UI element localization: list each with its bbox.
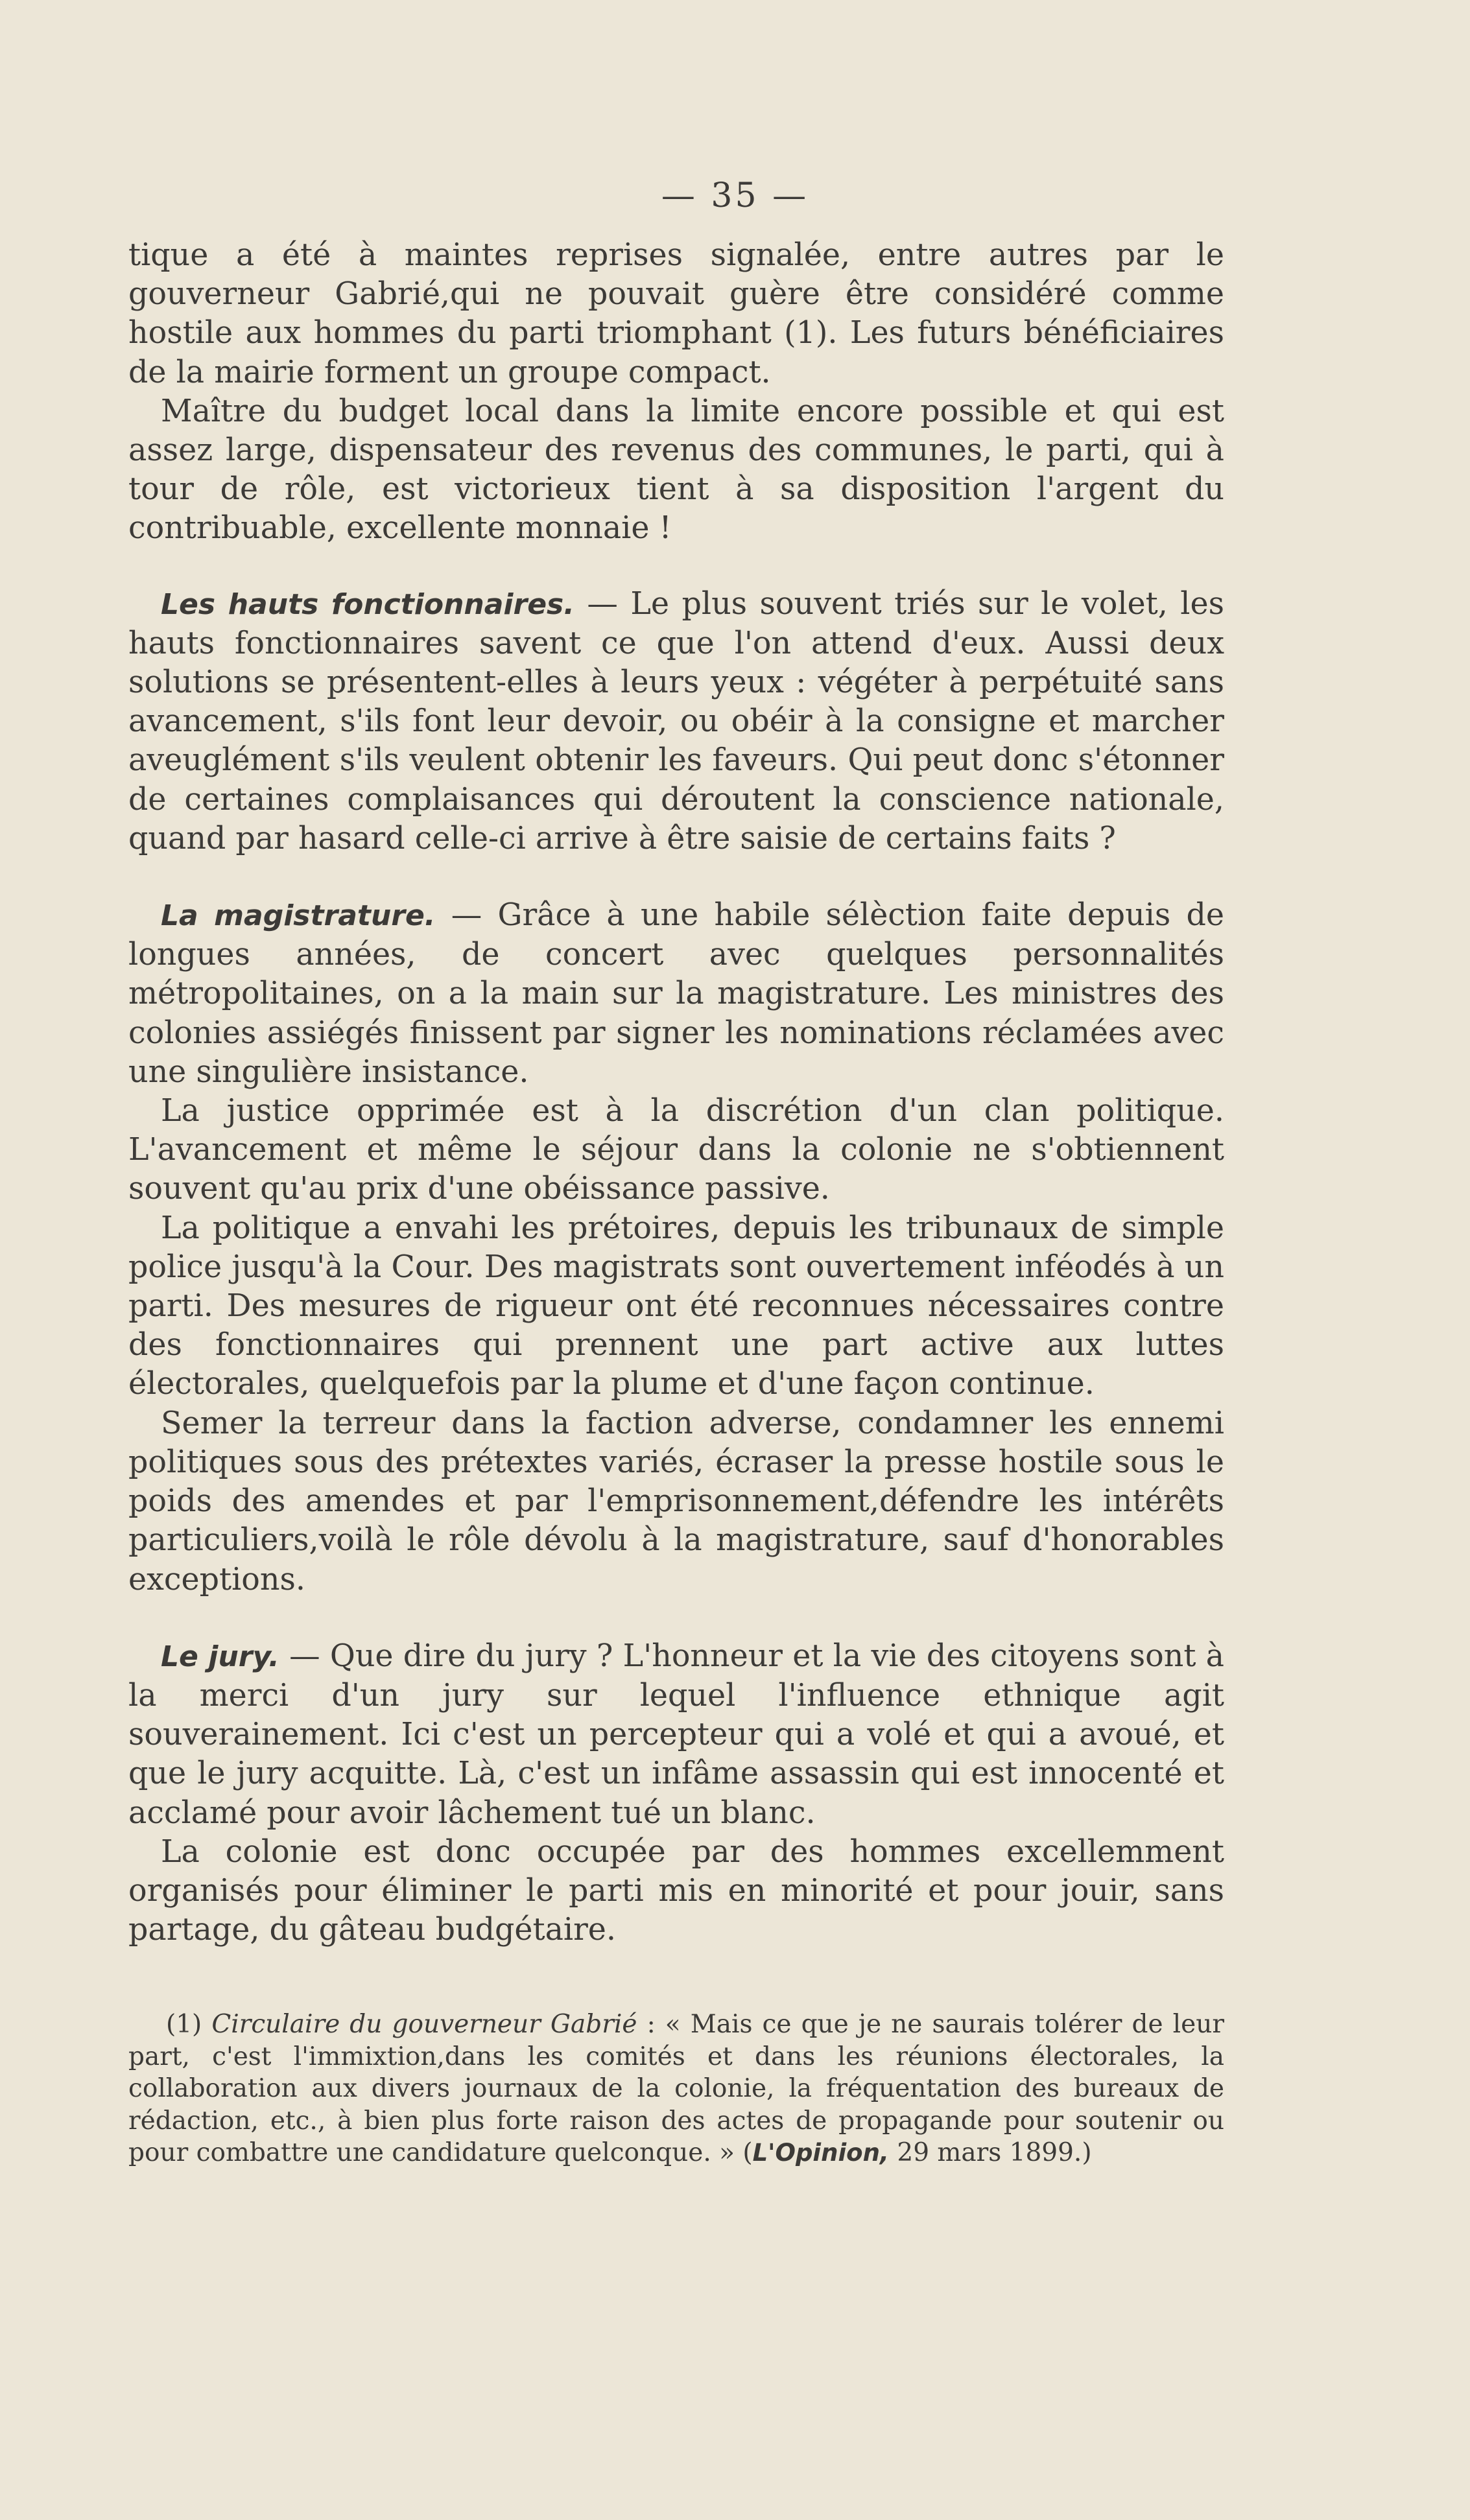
section-heading: Les hauts fonctionnaires.: [161, 587, 575, 621]
section-heading: La magistrature.: [161, 899, 436, 933]
paragraph: La politique a envahi les prétoires, depuis les tribunaux de simple police jusqu'à la Cour. Des magistrats sont ouvertement inféodés à un parti. Des mesures de rigueur ont été reconnues nécessaires contre des fonctionnaires qui prennent une part active aux luttes électorales, quelquefois par la plume et d'une façon continue.: [128, 1210, 1224, 1402]
footnote-journal: L'Opinion,: [752, 2139, 889, 2167]
section-text: — Grâce à une habile sélèction faite depuis de longues années, de concert avec quelques personnalités métropolitaines, on a la main sur la magistrature. Les ministres des colonies assiégés finissent par signer les nominations réclamées avec une singulière insistance.: [128, 897, 1224, 1090]
section-paragraph: [128, 1637, 1224, 1833]
section-paragraph: [128, 585, 1224, 858]
footnote: [128, 2008, 1224, 2169]
footnote-text: [128, 2008, 1224, 2169]
footnote-marker: (1): [166, 2010, 202, 2039]
paragraph: Maître du budget local dans la limite encore possible et qui est assez large, dispensateur des revenus des communes, le parti, qui à tour de rôle, est victorieux tient à sa disposition l'argent du contribuable, excellente monnaie !: [128, 393, 1224, 547]
section-paragraph: [128, 896, 1224, 1092]
paragraph: La colonie est donc occupée par des hommes excellemment organisés pour éliminer le parti mis en minorité et pour jouir, sans partage, du gâteau budgétaire.: [128, 1833, 1224, 1948]
footnote-date: 29 mars 1899.): [897, 2138, 1092, 2167]
body-text: [128, 236, 1224, 1949]
section-text: — Que dire du jury ? L'honneur et la vie des citoyens sont à la merci d'un jury sur lequel l'influence ethnique agit souverainement. Ici c'est un percepteur qui a volé et qui a avoué, et que le jury acquitte. Là, c'est un infâme assassin qui est innocenté et acclamé pour avoir lâchement tué un blanc.: [128, 1638, 1224, 1831]
paragraph: tique a été à maintes reprises signalée, entre autres par le gouverneur Gabrié,qui ne pouvait guère être considéré comme hostile aux hommes du parti triomphant (1). Les futurs bénéficiaires de la mairie forment un groupe compact.: [128, 237, 1224, 390]
page-number: — 35 —: [661, 176, 809, 215]
footnote-quote: : « Mais ce que je ne saurais tolérer de leur part, c'est l'immixtion,dans les comités et dans les réunions électorales, la collaboration aux divers journaux de la colonie, la fréquentation des bureaux de rédaction, etc., à bien plus forte raison des actes de propagande pour soutenir ou pour combattre une candidature quelconque. » (: [128, 2010, 1224, 2167]
paragraph: La justice opprimée est à la discrétion d'un clan politique. L'avancement et même le séjour dans la colonie ne s'obtiennent souvent qu'au prix d'une obéissance passive.: [128, 1093, 1224, 1207]
footnote-source: Circulaire du gouverneur Gabrié: [211, 2010, 637, 2039]
section-text: — Le plus souvent triés sur le volet, les hauts fonctionnaires savent ce que l'on attend d'eux. Aussi deux solutions se présentent-elles à leurs yeux : végéter à perpétuité sans avancement, s'ils font leur devoir, ou obéir à la consigne et marcher aveuglément s'ils veulent obtenir les faveurs. Qui peut donc s'étonner de certaines complaisances qui déroutent la conscience nationale, quand par hasard celle-ci arrive à être saisie de certains faits ?: [128, 585, 1224, 856]
paragraph: Semer la terreur dans la faction adverse, condamner les ennemi politiques sous des prétextes variés, écraser la presse hostile sous le poids des amendes et par l'emprisonnement,défendre les intérêts particuliers,voilà le rôle dévolu à la magistrature, sauf d'honorables exceptions.: [128, 1405, 1224, 1597]
section-heading: Le jury.: [161, 1640, 279, 1673]
